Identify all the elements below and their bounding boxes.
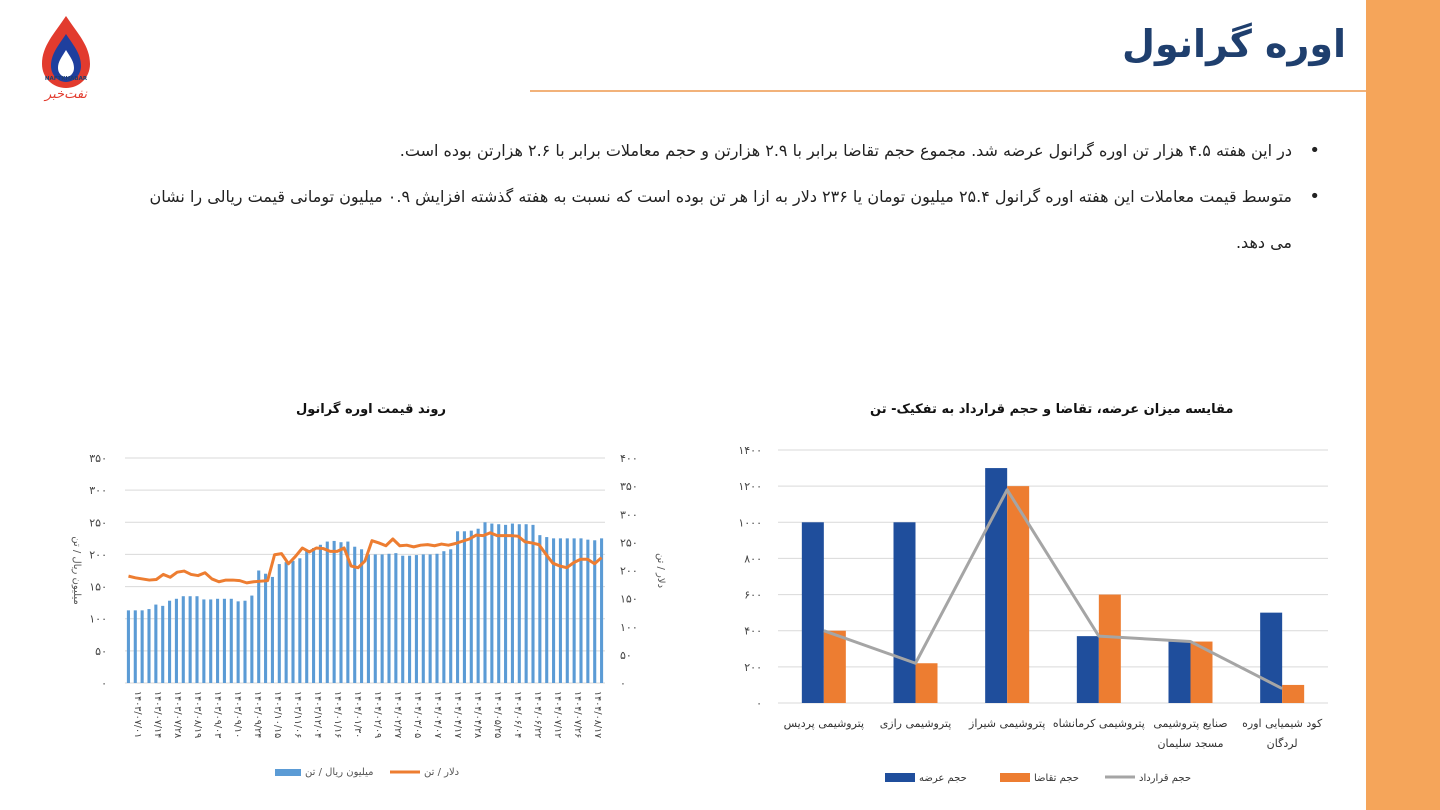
rial-price-bar xyxy=(175,599,178,683)
y-tick-label: ۱۲۰۰ xyxy=(738,480,762,494)
rial-price-bar xyxy=(278,564,281,683)
svg-text:نفت‌خبر: نفت‌خبر xyxy=(44,87,88,102)
rial-price-bar xyxy=(504,525,507,683)
rial-price-bar xyxy=(250,596,253,683)
y-tick-label: ۶۰۰ xyxy=(744,588,762,602)
x-tick-label: ۱۴۰۳/۱۲/۰۴ xyxy=(312,691,323,739)
rial-price-bar xyxy=(381,554,384,683)
rial-price-bar xyxy=(449,549,452,683)
rial-price-bar xyxy=(408,556,411,683)
rial-price-bar xyxy=(223,599,226,683)
rial-price-bar xyxy=(333,541,336,683)
legend-swatch-demand xyxy=(1000,773,1030,782)
rial-price-bar xyxy=(483,522,486,683)
y2-tick-label: ۱۵۰ xyxy=(620,592,638,606)
x-tick-label: ۱۴۰۴/۰۲/۰۹ xyxy=(372,691,383,739)
rial-price-bar xyxy=(216,599,219,683)
title-underline xyxy=(530,90,1366,92)
x-category-label: کود شیمیایی اوره xyxy=(1242,717,1323,730)
y-tick-label: ۱۰۰۰ xyxy=(738,516,762,530)
supply-bar xyxy=(802,522,824,703)
rial-price-bar xyxy=(154,605,157,683)
rial-price-bar xyxy=(387,554,390,683)
y-axis-title: میلیون ریال / تن xyxy=(71,536,82,605)
rial-price-bar xyxy=(257,571,260,684)
y2-tick-label: ۳۰۰ xyxy=(620,508,638,522)
bullet-supply-summary: • در این هفته ۴.۵ هزار تن اوره گرانول عرضه شد. مجموع حجم تقاضا برابر با ۲.۹ هزارتن و حجم معاملات برابر با ۲.۶ هزارتن بوده است. xyxy=(140,128,1320,174)
x-category-label: مسجد سلیمان xyxy=(1157,737,1224,750)
x-tick-label: ۱۴۰۴/۰۲/۲۷ xyxy=(392,691,403,739)
x-category-label: پتروشیمی پردیس xyxy=(783,717,865,730)
y-tick-label: ۰ xyxy=(101,677,107,690)
supply-bar xyxy=(894,522,916,703)
rial-price-bar xyxy=(490,524,493,683)
rial-price-bar xyxy=(435,554,438,683)
supply-bar xyxy=(1077,636,1099,703)
y2-axis-title: دلار / تن xyxy=(655,552,666,589)
rial-price-bar xyxy=(305,551,308,683)
rial-price-bar xyxy=(339,542,342,683)
rial-price-bar xyxy=(552,538,555,683)
x-tick-label: ۱۴۰۴/۰۶/۰۴ xyxy=(512,691,523,739)
x-category-label: لردگان xyxy=(1266,737,1298,750)
page-title: اوره گرانول xyxy=(1121,22,1346,66)
x-tick-label: ۱۴۰۳/۰۷/۲۸ xyxy=(172,691,183,739)
rial-price-bar xyxy=(195,596,198,683)
y2-tick-label: ۳۵۰ xyxy=(620,480,638,494)
y-tick-label: ۱۵۰ xyxy=(89,580,107,594)
rial-price-bar xyxy=(477,529,480,683)
rial-price-bar xyxy=(463,531,466,683)
supply-bar xyxy=(985,468,1007,703)
rial-price-bar xyxy=(374,554,377,683)
y-tick-label: ۳۰۰ xyxy=(89,484,107,498)
rial-price-bar xyxy=(422,554,425,683)
y-tick-label: ۴۰۰ xyxy=(744,624,762,638)
x-tick-label: ۱۴۰۴/۰۵/۲۵ xyxy=(492,691,503,739)
x-tick-label: ۱۴۰۳/۰۹/۲۴ xyxy=(252,691,263,739)
x-category-label: پتروشیمی رازی xyxy=(879,717,952,730)
rial-price-bar xyxy=(182,596,185,683)
contract-volume-line xyxy=(824,490,1282,689)
x-category-label: صنایع پتروشیمی xyxy=(1153,717,1228,730)
price-trend-chart xyxy=(60,430,670,800)
supply-bar xyxy=(1260,613,1282,703)
y2-tick-label: ۲۵۰ xyxy=(620,536,638,550)
x-tick-label: ۱۴۰۴/۰۷/۲۶ xyxy=(572,691,583,739)
rial-price-bar xyxy=(134,610,137,683)
y2-tick-label: ۵۰ xyxy=(620,648,632,662)
dollar-price-line xyxy=(128,533,601,583)
rial-price-bar xyxy=(264,574,267,683)
rial-price-bar xyxy=(161,606,164,683)
y-tick-label: ۸۰۰ xyxy=(744,552,762,566)
rial-price-bar xyxy=(415,555,418,683)
x-tick-label: ۱۴۰۳/۰۹/۱۰ xyxy=(232,691,243,739)
rial-price-bar xyxy=(401,556,404,683)
demand-bar xyxy=(916,663,938,703)
rial-price-bar xyxy=(525,524,528,683)
x-tick-label: ۱۴۰۴/۰۳/۰۵ xyxy=(412,691,423,739)
rial-price-bar xyxy=(209,599,212,683)
rial-price-bar xyxy=(326,542,329,683)
x-tick-label: ۱۴۰۳/۰۷/۰۱ xyxy=(132,691,143,739)
x-tick-label: ۱۴۰۴/۰۱/۱۶ xyxy=(332,691,343,739)
rial-price-bar xyxy=(518,524,521,683)
y-tick-label: ۰ xyxy=(756,697,762,710)
supply-demand-chart xyxy=(720,430,1340,800)
price-chart-title: روند قیمت اوره گرانول xyxy=(296,402,446,417)
rial-price-bar xyxy=(237,601,240,683)
supply-chart-title: مقایسه میزان عرضه، تقاضا و حجم قرارداد به تفکیک- تن xyxy=(870,402,1234,417)
rial-price-bar xyxy=(189,596,192,683)
rial-price-bar xyxy=(394,553,397,683)
side-accent-band xyxy=(1366,0,1440,810)
x-tick-label: ۱۴۰۳/۱۱/۰۶ xyxy=(292,691,303,739)
y-tick-label: ۱۴۰۰ xyxy=(738,444,762,457)
legend-label-supply: حجم عرضه xyxy=(919,773,967,784)
rial-price-bar xyxy=(230,599,233,683)
y2-tick-label: ۱۰۰ xyxy=(620,620,638,634)
y-tick-label: ۲۵۰ xyxy=(89,516,107,530)
rial-price-bar xyxy=(141,610,144,683)
y-tick-label: ۳۵۰ xyxy=(89,452,107,465)
bullet-price-summary: • متوسط قیمت معاملات این هفته اوره گرانول ۲۵.۴ میلیون تومان یا ۲۳۶ دلار به ازا هر تن بوده است که نسبت به هفته گذشته افزایش ۰.۹ میلیون تومانی قیمت ریالی را نشان می دهد. xyxy=(140,174,1320,266)
rial-price-bar xyxy=(566,538,569,683)
rial-price-bar xyxy=(285,562,288,683)
demand-bar xyxy=(824,631,846,703)
rial-price-bar xyxy=(470,531,473,683)
rial-price-bar xyxy=(312,548,315,683)
x-tick-label: ۱۴۰۳/۰۹/۰۳ xyxy=(212,691,223,739)
rial-price-bar xyxy=(442,551,445,683)
rial-price-bar xyxy=(127,610,130,683)
legend-label-demand: حجم تقاضا xyxy=(1034,773,1079,784)
svg-text:NAFTKHABAR: NAFTKHABAR xyxy=(44,76,88,82)
summary-bullets xyxy=(140,128,1320,266)
x-tick-label: ۱۴۰۴/۰۴/۰۷ xyxy=(432,691,443,739)
rial-price-bar xyxy=(429,554,432,683)
rial-price-bar xyxy=(168,601,171,683)
legend-label-rial: میلیون ریال / تن xyxy=(305,767,374,778)
y-tick-label: ۲۰۰ xyxy=(89,548,107,562)
x-tick-label: ۱۴۰۴/۰۷/۱۲ xyxy=(552,691,563,739)
y-tick-label: ۵۰ xyxy=(95,644,107,658)
demand-bar xyxy=(1099,595,1121,703)
rial-price-bar xyxy=(360,549,363,683)
x-tick-label: ۱۴۰۳/۰۸/۱۹ xyxy=(192,691,203,739)
rial-price-bar xyxy=(573,538,576,683)
y-tick-label: ۱۰۰ xyxy=(89,612,107,626)
rial-price-bar xyxy=(497,524,500,683)
x-tick-label: ۱۴۰۴/۰۶/۲۲ xyxy=(532,691,543,739)
legend-swatch-supply xyxy=(885,773,915,782)
rial-price-bar xyxy=(147,609,150,683)
x-tick-label: ۱۴۰۳/۱۰/۱۵ xyxy=(272,691,283,739)
naftkhabar-logo xyxy=(30,12,102,102)
demand-bar xyxy=(1282,685,1304,703)
x-category-label: پتروشیمی شیراز xyxy=(969,717,1046,730)
supply-bar xyxy=(1169,642,1191,703)
rial-price-bar xyxy=(243,601,246,683)
rial-price-bar xyxy=(367,554,370,683)
x-category-label: پتروشیمی کرمانشاه xyxy=(1052,717,1145,730)
legend-label-dollar: دلار / تن xyxy=(424,767,460,778)
rial-price-bar xyxy=(538,535,541,683)
rial-price-bar xyxy=(531,525,534,683)
x-tick-label: ۱۴۰۴/۰۱/۳۰ xyxy=(352,691,363,739)
x-tick-label: ۱۴۰۴/۰۴/۲۸ xyxy=(472,691,483,739)
rial-price-bar xyxy=(456,531,459,683)
rial-price-bar xyxy=(271,577,274,683)
y2-tick-label: ۰ xyxy=(620,677,626,690)
y2-tick-label: ۴۰۰ xyxy=(620,452,638,465)
legend-label-contract: حجم قرارداد xyxy=(1139,773,1192,784)
y-tick-label: ۲۰۰ xyxy=(744,660,762,674)
rial-price-bar xyxy=(559,538,562,683)
x-tick-label: ۱۴۰۴/۰۴/۱۷ xyxy=(452,691,463,739)
rial-price-bar xyxy=(202,599,205,683)
rial-price-bar xyxy=(319,545,322,683)
rial-price-bar xyxy=(298,558,301,683)
y2-tick-label: ۲۰۰ xyxy=(620,564,638,578)
x-tick-label: ۱۴۰۳/۰۷/۱۴ xyxy=(152,691,163,739)
legend-swatch-rial xyxy=(275,769,301,776)
rial-price-bar xyxy=(511,524,514,683)
x-tick-label: ۱۴۰۴/۰۸/۱۷ xyxy=(592,691,603,739)
rial-price-bar xyxy=(291,561,294,683)
